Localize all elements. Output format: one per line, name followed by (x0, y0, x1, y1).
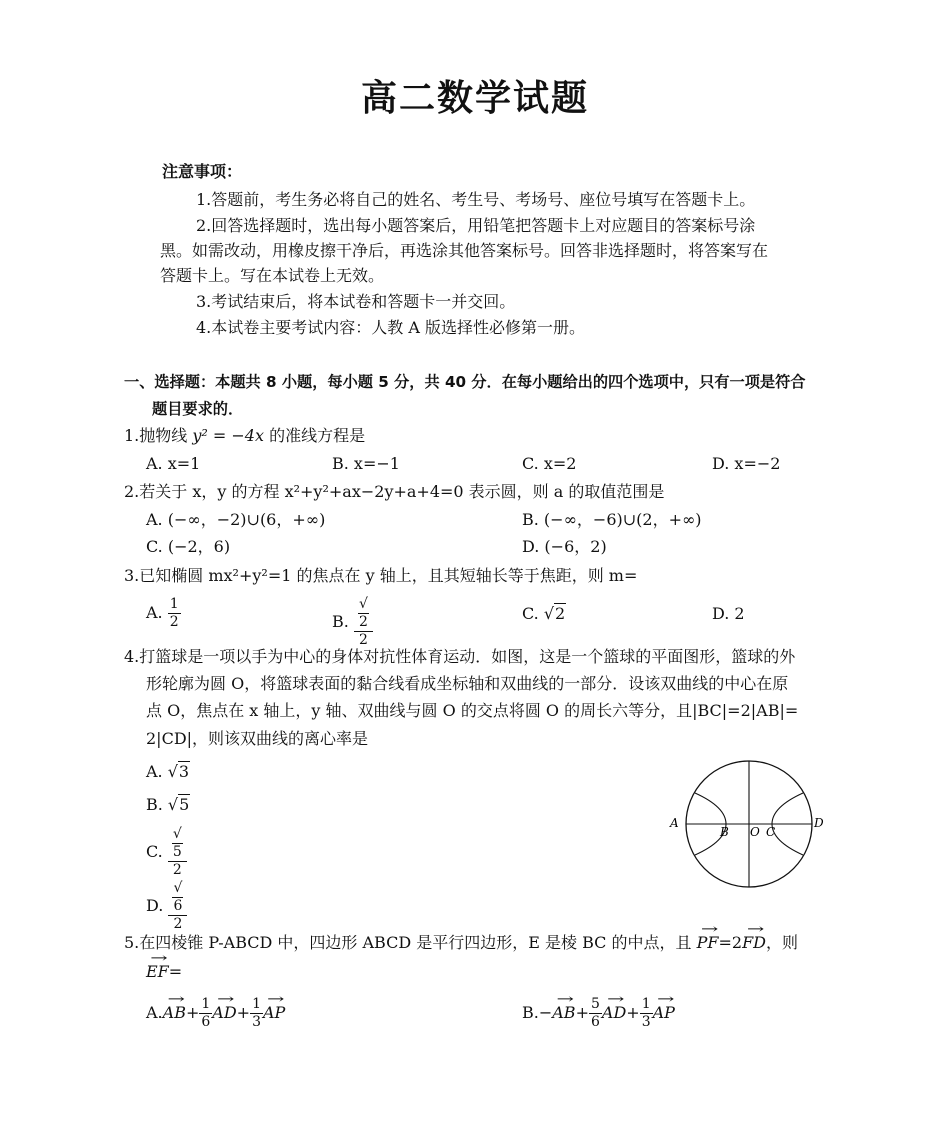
label-b: B (720, 825, 729, 839)
q4-stem-line-4: 2|CD|，则该双曲线的离心率是 (146, 729, 369, 748)
q4-option-a: A. √3 (146, 762, 190, 781)
fraction: $\frac{1}{2}$ (169, 596, 179, 630)
q1-option-c: C. x=2 (522, 454, 577, 473)
q4-option-d: D. √ 6 2 (146, 880, 187, 933)
section-heading: 一、选择题：本题共 8 小题，每小题 5 分，共 40 分．在每小题给出的四个选项中，只有一项是符合 (124, 373, 806, 391)
q4-option-b: B. √5 (146, 795, 190, 814)
section-heading-cont: 题目要求的． (152, 400, 244, 418)
notice-line-2c: 答题卡上。写在本试卷上无效。 (160, 266, 385, 285)
q1-option-d: D. x=−2 (712, 454, 781, 473)
q4-stem-line-1: 4.打篮球是一项以手为中心的身体对抗性体育运动．如图，这是一个篮球的平面图形，篮球的外 (124, 647, 796, 666)
page-bottom-cutoff (0, 1040, 950, 1137)
q5-option-a: A.→ AB+ $\frac{1}{6}$ → AD+ $\frac{1}{3}$ → AP (146, 996, 285, 1031)
q2-option-c: C. (−2，6) (146, 537, 231, 556)
q3-option-c: C. √2 (522, 604, 566, 623)
q1-option-a: A. x=1 (146, 454, 201, 473)
q2-stem: 2.若关于 x，y 的方程 x²+y²+ax−2y+a+4=0 表示圆，则 a 的取值范围是 (124, 482, 665, 501)
q3-stem: 3.已知椭圆 mx²+y²=1 的焦点在 y 轴上，且其短轴长等于焦距，则 m= (124, 566, 638, 585)
q5-stem-cont: → EF= (146, 962, 182, 982)
q3-option-b: B. √ 2 2 (332, 596, 373, 649)
notice-line-2b: 黑。如需改动，用橡皮擦干净后，再选涂其他答案标号。回答非选择题时，将答案写在 (160, 241, 769, 260)
notice-line-2a: 2.回答选择题时，选出每小题答案后，用铅笔把答题卡上对应题目的答案标号涂 (196, 216, 756, 235)
q2-option-d: D. (−6，2) (522, 537, 607, 556)
q5-option-b: B.−→ AB+ $\frac{5}{6}$ → AD+ $\frac{1}{3}$ → AP (522, 996, 675, 1031)
q5-stem: 5.在四棱锥 P-ABCD 中，四边形 ABCD 是平行四边形，E 是棱 BC 的中点，且 → PF=2→ FD，则 (124, 933, 798, 953)
notice-heading: 注意事项： (162, 162, 243, 181)
fraction: √ 2 2 (354, 596, 373, 649)
q4-option-c: C. √ 5 2 (146, 826, 187, 879)
q3-option-a: A. $\frac{1}{2}$ (146, 596, 179, 630)
label-a: A (670, 816, 679, 830)
fraction: √ 6 2 (168, 880, 187, 933)
label-d: D (814, 816, 824, 830)
label-o: O (750, 825, 760, 839)
fraction: √ 5 2 (168, 826, 187, 879)
page-title: 高二数学试题 (360, 78, 589, 119)
notice-line-4: 4.本试卷主要考试内容：人教 A 版选择性必修第一册。 (196, 318, 585, 337)
q3-option-d: D. 2 (712, 604, 745, 623)
notice-line-3: 3.考试结束后，将本试卷和答题卡一并交回。 (196, 292, 516, 311)
q1-option-b: B. x=−1 (332, 454, 400, 473)
label-c: C (766, 825, 776, 839)
basketball-figure (664, 754, 834, 894)
q2-option-b: B. (−∞，−6)∪(2，+∞) (522, 510, 702, 529)
q4-stem-line-3: 点 O，焦点在 x 轴上，y 轴、双曲线与圆 O 的交点将圆 O 的周长六等分，且|BC|=2|AB|= (146, 701, 799, 720)
q4-stem-line-2: 形轮廓为圆 O，将篮球表面的黏合线看成坐标轴和双曲线的一部分．设该双曲线的中心在原 (146, 674, 789, 693)
q2-option-a: A. (−∞，−2)∪(6，+∞) (146, 510, 326, 529)
q1-stem: 1.抛物线 y² = −4x 的准线方程是 (124, 426, 366, 445)
notice-line-1: 1.答题前，考生务必将自己的姓名、考生号、考场号、座位号填写在答题卡上。 (196, 190, 756, 209)
